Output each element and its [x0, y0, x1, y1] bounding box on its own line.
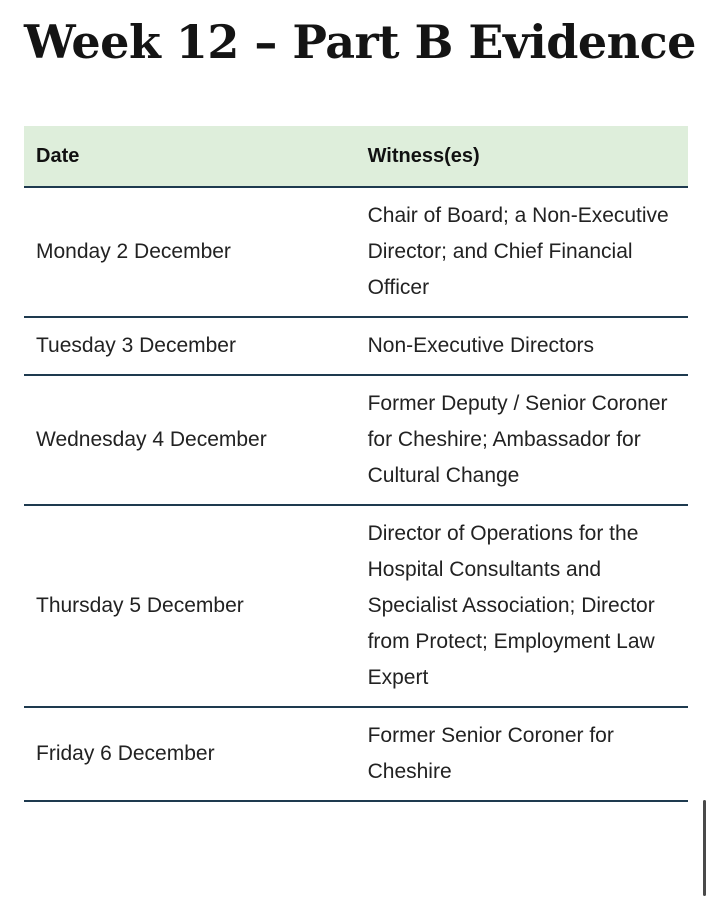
evidence-schedule-table: [24, 126, 688, 802]
date-cell: Tuesday 3 December: [24, 317, 356, 375]
witness-cell: Former Senior Coroner for Cheshire: [356, 707, 688, 801]
table-header-row: [24, 126, 688, 187]
table-row: [24, 505, 688, 707]
date-cell: Friday 6 December: [24, 707, 356, 801]
witness-column-header: Witness(es): [356, 126, 688, 187]
witness-cell: Non-Executive Directors: [356, 317, 688, 375]
scrollbar[interactable]: [703, 800, 706, 896]
date-cell: Thursday 5 December: [24, 505, 356, 707]
table-row: [24, 187, 688, 317]
table-row: [24, 707, 688, 801]
table-row: [24, 375, 688, 505]
table-row: [24, 317, 688, 375]
date-cell: Wednesday 4 December: [24, 375, 356, 505]
witness-cell: Director of Operations for the Hospital Consultants and Specialist Association; Director from Protect; Employment Law Expert: [356, 505, 688, 707]
date-cell: Monday 2 December: [24, 187, 356, 317]
page-title: Week 12 – Part B Evidence: [24, 15, 696, 69]
witness-cell: Chair of Board; a Non-Executive Director; and Chief Financial Officer: [356, 187, 688, 317]
date-column-header: Date: [24, 126, 356, 187]
witness-cell: Former Deputy / Senior Coroner for Cheshire; Ambassador for Cultural Change: [356, 375, 688, 505]
